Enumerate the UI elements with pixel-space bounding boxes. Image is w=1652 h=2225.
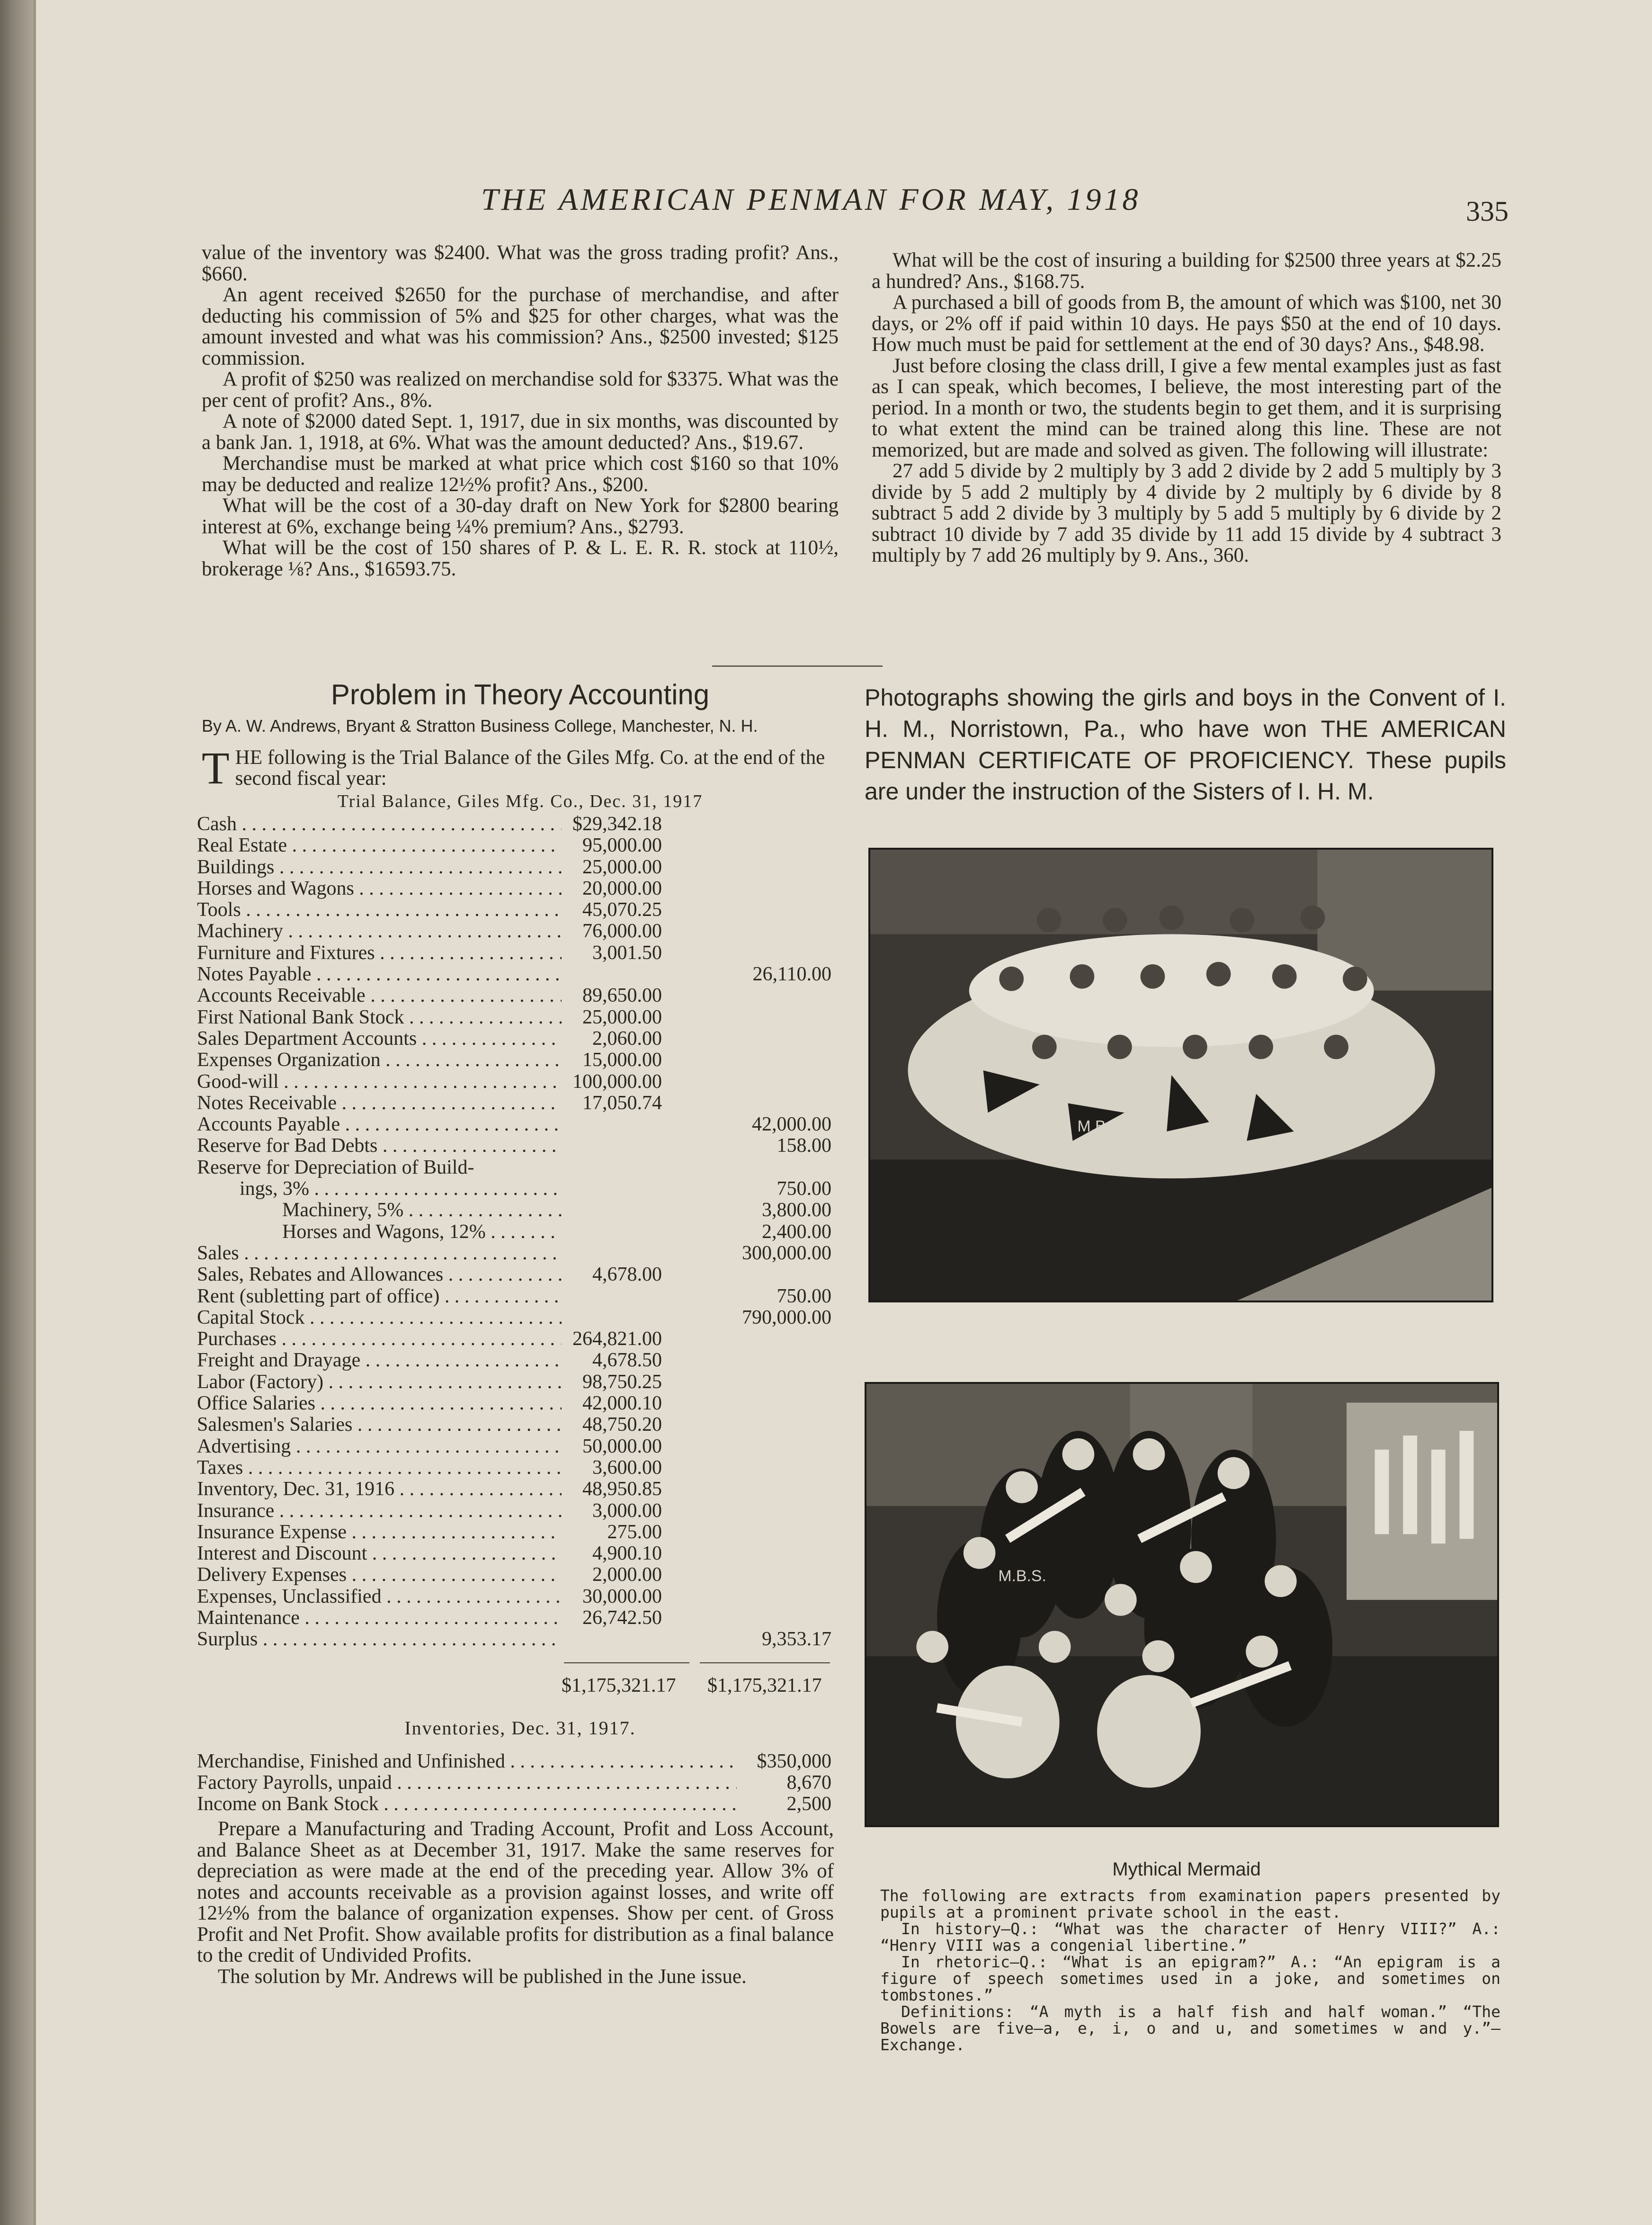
paragraph: A purchased a bill of goods from B, the amount of which was $100, net 30 days, or 2% off if paid within 10 days. He pays $50 at the end of 10 days. How much must be paid for settlement at the end of 30 days? Ans., $48.98.	[872, 291, 1501, 356]
account-name: Reserve for Bad Debts . . .	[197, 1134, 562, 1157]
trial-balance-row	[197, 1220, 831, 1242]
trial-balance-row	[197, 1478, 831, 1499]
trial-balance-row	[197, 1563, 831, 1585]
debit-amount: 17,050.74	[582, 1092, 662, 1114]
trial-balance-row	[197, 963, 831, 984]
account-name: Notes Payable . . .	[197, 963, 562, 986]
debit-amount: 15,000.00	[582, 1049, 662, 1071]
account-name: Expenses Organization . . .	[197, 1049, 562, 1071]
paragraph: Definitions: “A myth is a half fish and half woman.” “The Bowels are five—a, e, i, o and u, and sometimes w and y.”—Exchange.	[880, 2002, 1500, 2054]
debit-amount: 45,070.25	[582, 899, 662, 921]
account-name: Real Estate . . .	[197, 834, 562, 857]
account-name: Capital Stock . . .	[197, 1306, 562, 1329]
credit-amount: 9,353.17	[762, 1628, 831, 1651]
debit-amount: 89,650.00	[582, 985, 662, 1007]
account-name: Furniture and Fixtures . . .	[197, 942, 562, 964]
trial-balance-row	[197, 1263, 831, 1284]
account-name: Tools . . .	[197, 898, 562, 921]
account-name: Horses and Wagons, 12% . . .	[282, 1220, 562, 1243]
trial-balance-row	[197, 1177, 831, 1199]
credit-total: $1,175,321.17	[707, 1675, 822, 1696]
debit-amount: 3,000.00	[592, 1499, 662, 1522]
running-header: THE AMERICAN PENMAN FOR MAY, 1918	[481, 182, 1141, 217]
trial-balance-row	[197, 813, 831, 834]
paragraph: Just before closing the class drill, I give a few mental examples just as fast as I can speak, which becomes, I believe, the most interesting part of the period. In a month or two, the students begin to get them, and it is surprising to what extent the mind can be trained along this line. These are not memorized, but are made and solved as given. The following will illustrate:	[872, 354, 1501, 461]
account-name: ings, 3% . . .	[240, 1177, 562, 1200]
trial-balance-row	[197, 1499, 831, 1521]
debit-total-rule	[564, 1662, 689, 1663]
debit-amount: 98,750.25	[582, 1371, 662, 1393]
account-name: Cash . . .	[197, 813, 562, 835]
account-name: First National Bank Stock . . .	[197, 1006, 562, 1029]
trial-balance-row	[197, 1027, 831, 1049]
debit-amount: 3,600.00	[592, 1456, 662, 1479]
account-name: Freight and Drayage . . .	[197, 1349, 562, 1372]
paragraph: An agent received $2650 for the purchase of merchandise, and after deducting his commission of 5% and $25 for other charges, what was the amount invested and what was his commission? Ans., $2500 invested; $125 commission.	[202, 284, 839, 369]
trial-balance-row	[197, 1371, 831, 1392]
account-name: Advertising . . .	[197, 1435, 562, 1458]
debit-amount: 30,000.00	[582, 1585, 662, 1607]
girls-photo-drawing	[870, 850, 1491, 1301]
debit-amount: 4,678.00	[592, 1264, 662, 1286]
page-number: 335	[1466, 196, 1509, 227]
account-name: Interest and Discount . . .	[197, 1542, 562, 1565]
trial-balance-row	[197, 1628, 831, 1649]
paragraph: value of the inventory was $2400. What was the gross trading profit? Ans., $660.	[202, 242, 839, 285]
credit-total-rule	[700, 1662, 830, 1663]
paragraph: 27 add 5 divide by 2 multiply by 3 add 2 divide by 2 add 5 multiply by 3 divide by 5 add 2 multiply by 4 divide by 2 multiply by 6 divide by 8 subtract 5 add 2 divide by 3 multiply by 5 add 5 multiply by 6 divide by 2 subtract 10 divide by 7 add 35 divide by 11 add 15 divide by 4 subtract 3 multiply by 7 add 26 multiply by 9. Ans., 360.	[872, 460, 1501, 566]
paragraph: A note of $2000 dated Sept. 1, 1917, due in six months, was discounted by a bank Jan. 1, 1918, at 6%. What was the amount deducted? Ans., $19.67.	[202, 410, 839, 454]
account-name: Machinery . . .	[197, 920, 562, 942]
debit-amount: 25,000.00	[582, 856, 662, 878]
section-divider	[712, 665, 883, 667]
account-name: Rent (subletting part of office) . . .	[197, 1285, 562, 1308]
debit-amount: 2,060.00	[592, 1027, 662, 1050]
debit-total: $1,175,321.17	[562, 1675, 676, 1696]
article-title: Problem in Theory Accounting	[330, 679, 710, 710]
inventory-row	[197, 1750, 831, 1771]
account-name: Reserve for Depreciation of Build-	[197, 1156, 474, 1178]
paragraph: Merchandise must be marked at what price which cost $160 so that 10% may be deducted and realize 12½% profit? Ans., $200.	[202, 452, 839, 496]
paragraph: The solution by Mr. Andrews will be published in the June issue.	[218, 1965, 747, 1988]
credit-amount: 42,000.00	[752, 1113, 831, 1136]
trial-balance-row	[197, 1199, 831, 1220]
trial-balance-row	[197, 1606, 831, 1628]
account-name: Good-will . . .	[197, 1070, 562, 1093]
article-byline: By A. W. Andrews, Bryant & Stratton Business College, Manchester, N. H.	[202, 716, 758, 736]
trial-balance-row	[197, 1285, 831, 1306]
debit-amount: 50,000.00	[582, 1435, 662, 1457]
account-name: Machinery, 5% . . .	[282, 1199, 562, 1221]
credit-amount: 3,800.00	[762, 1199, 831, 1221]
trial-balance-row	[197, 1435, 831, 1456]
paragraph: In rhetoric—Q.: “What is an epigram?” A.: “An epigram is a figure of speech sometimes used in a joke, and sometimes on tombstones.”	[880, 1953, 1500, 2004]
debit-amount: 25,000.00	[582, 1006, 662, 1028]
trial-balance-row	[197, 1349, 831, 1370]
debit-amount: 4,900.10	[592, 1543, 662, 1565]
account-name: Sales, Rebates and Allowances . . .	[197, 1263, 562, 1286]
debit-amount: 20,000.00	[582, 877, 662, 899]
credit-amount: 790,000.00	[742, 1306, 831, 1328]
account-name: Office Salaries . . .	[197, 1392, 562, 1415]
paragraph: Prepare a Manufacturing and Trading Account, Profit and Loss Account, and Balance Sheet as at December 31, 1917. Make the same reserves for depreciation as were made at the end of the preceding year. Allow 3% of notes and accounts receivable as a provision against losses, and write off 12½% from the balance of organization expenses. Show per cent. of Gross Profit and Net Profit. Show available profits for distribution as a final balance to the credit of Undivided Profits.	[197, 1818, 834, 1966]
paragraph: What will be the cost of 150 shares of P. & L. E. R. R. stock at 110½, brokerage ⅛? Ans., $16593.75.	[202, 537, 839, 580]
trial-balance-row	[197, 1242, 831, 1263]
account-name: Insurance Expense . . .	[197, 1521, 562, 1543]
trial-balance-row	[197, 1156, 831, 1177]
trial-balance-row	[197, 942, 831, 963]
account-name: Insurance . . .	[197, 1499, 562, 1522]
trial-balance-row	[197, 1521, 831, 1542]
debit-amount: 48,750.20	[582, 1414, 662, 1436]
trial-balance-row	[197, 898, 831, 920]
paragraph: A profit of $250 was realized on merchandise sold for $3375. What was the per cent of profit? Ans., 8%.	[202, 368, 839, 412]
account-name: Sales Department Accounts . . .	[197, 1027, 562, 1050]
article-closing	[197, 1819, 834, 2065]
trial-balance-row	[197, 877, 831, 898]
account-name: Taxes . . .	[197, 1456, 562, 1479]
debit-amount: 26,742.50	[582, 1606, 662, 1629]
trial-balance-heading: Trial Balance, Giles Mfg. Co., Dec. 31, 1917	[337, 791, 703, 811]
credit-amount: 2,400.00	[762, 1220, 831, 1243]
intro-text: HE following is the Trial Balance of the Giles Mfg. Co. at the end of the second fiscal year:	[235, 746, 825, 790]
debit-amount: 264,821.00	[572, 1328, 662, 1350]
trial-balance-row	[197, 1456, 831, 1478]
trial-balance-row	[197, 1049, 831, 1070]
top-left-problems	[202, 242, 839, 650]
inventory-value: 2,500	[786, 1793, 831, 1815]
trial-balance-totals	[547, 1674, 831, 1698]
debit-amount: 100,000.00	[572, 1070, 662, 1093]
drop-cap: T	[202, 743, 230, 793]
magazine-page	[33, 0, 1652, 2225]
account-name: Inventory, Dec. 31, 1916 . . .	[197, 1478, 562, 1500]
account-name: Notes Receivable . . .	[197, 1092, 562, 1114]
inventories-table	[197, 1750, 831, 1814]
debit-amount: 76,000.00	[582, 920, 662, 942]
paragraph: What will be the cost of a 30-day draft on New York for $2800 bearing interest at 6%, exchange being ¼% premium? Ans., $2793.	[202, 494, 839, 538]
trial-balance-row	[197, 1306, 831, 1328]
girls-group-photo	[868, 848, 1493, 1302]
trial-balance-row	[197, 1542, 831, 1563]
mermaid-text	[880, 1887, 1500, 2096]
book-spine	[0, 0, 38, 2225]
inventory-value: 8,670	[786, 1772, 831, 1794]
account-name: Salesmen's Salaries . . .	[197, 1413, 562, 1436]
account-name: Accounts Payable . . .	[197, 1113, 562, 1136]
boys-photo-drawing	[866, 1384, 1497, 1825]
photo-caption: Photographs showing the girls and boys in the Convent of I. H. M., Norristown, Pa., who have won THE AMERICAN PENMAN CERTIFICATE OF PROFICIENCY. These pupils are under the instruction of the Sisters of I. H. M.	[865, 684, 1506, 805]
debit-amount: 4,678.50	[592, 1349, 662, 1372]
boys-pennant-text: M.B.S.	[998, 1567, 1046, 1585]
trial-balance-row	[197, 1070, 831, 1092]
trial-balance-row	[197, 1585, 831, 1606]
trial-balance-row	[197, 1328, 831, 1349]
inventory-row	[197, 1771, 831, 1793]
trial-balance-row	[197, 1092, 831, 1113]
debit-amount: 42,000.10	[582, 1392, 662, 1415]
trial-balance-row	[197, 1006, 831, 1027]
account-name: Horses and Wagons . . .	[197, 877, 562, 900]
inventory-item: Income on Bank Stock . . .	[197, 1793, 737, 1815]
account-name: Buildings . . .	[197, 856, 562, 879]
mermaid-title: Mythical Mermaid	[1112, 1859, 1261, 1880]
debit-amount: 95,000.00	[582, 834, 662, 857]
trial-balance-row	[197, 834, 831, 855]
inventory-value: $350,000	[757, 1750, 831, 1772]
trial-balance-row	[197, 1134, 831, 1156]
credit-amount: 750.00	[777, 1285, 831, 1307]
trial-balance-row	[197, 1113, 831, 1134]
account-name: Sales . . .	[197, 1242, 562, 1265]
girls-pennant-text: M.B.S.	[1077, 1117, 1125, 1135]
account-name: Purchases . . .	[197, 1328, 562, 1350]
account-name: Expenses, Unclassified . . .	[197, 1585, 562, 1608]
trial-balance-row	[197, 984, 831, 1005]
inventory-item: Factory Payrolls, unpaid . . .	[197, 1771, 737, 1794]
inventories-heading: Inventories, Dec. 31, 1917.	[404, 1717, 636, 1739]
paragraph: The following are extracts from examination papers presented by pupils at a prominent private school in the east.	[880, 1886, 1500, 1921]
account-name: Surplus . . .	[197, 1628, 562, 1651]
debit-amount: 2,000.00	[592, 1564, 662, 1586]
credit-amount: 300,000.00	[742, 1242, 831, 1264]
trial-balance-table	[197, 813, 831, 1650]
boys-group-photo	[865, 1382, 1499, 1827]
paragraph: What will be the cost of insuring a building for $2500 three years at $2.25 a hundred? Ans., $168.75.	[872, 249, 1501, 293]
trial-balance-row	[197, 1392, 831, 1413]
trial-balance-row	[197, 920, 831, 941]
debit-amount: 3,001.50	[592, 942, 662, 964]
account-name: Delivery Expenses . . .	[197, 1563, 562, 1586]
inventory-row	[197, 1793, 831, 1814]
account-name: Maintenance . . .	[197, 1606, 562, 1629]
trial-balance-row	[197, 1413, 831, 1435]
credit-amount: 26,110.00	[752, 963, 831, 986]
account-name: Labor (Factory) . . .	[197, 1371, 562, 1393]
debit-amount: 48,950.85	[582, 1478, 662, 1500]
paragraph: In history—Q.: “What was the character of Henry VIII?” A.: “Henry VIII was a congenial libertine.”	[880, 1920, 1500, 1955]
inventory-item: Merchandise, Finished and Unfinished . . .	[197, 1750, 737, 1773]
debit-amount: 275.00	[607, 1521, 662, 1543]
credit-amount: 158.00	[777, 1135, 831, 1157]
trial-balance-row	[197, 856, 831, 877]
top-right-problems	[872, 250, 1501, 657]
debit-amount: $29,342.18	[572, 813, 662, 835]
credit-amount: 750.00	[777, 1178, 831, 1200]
account-name: Accounts Receivable . . .	[197, 984, 562, 1007]
